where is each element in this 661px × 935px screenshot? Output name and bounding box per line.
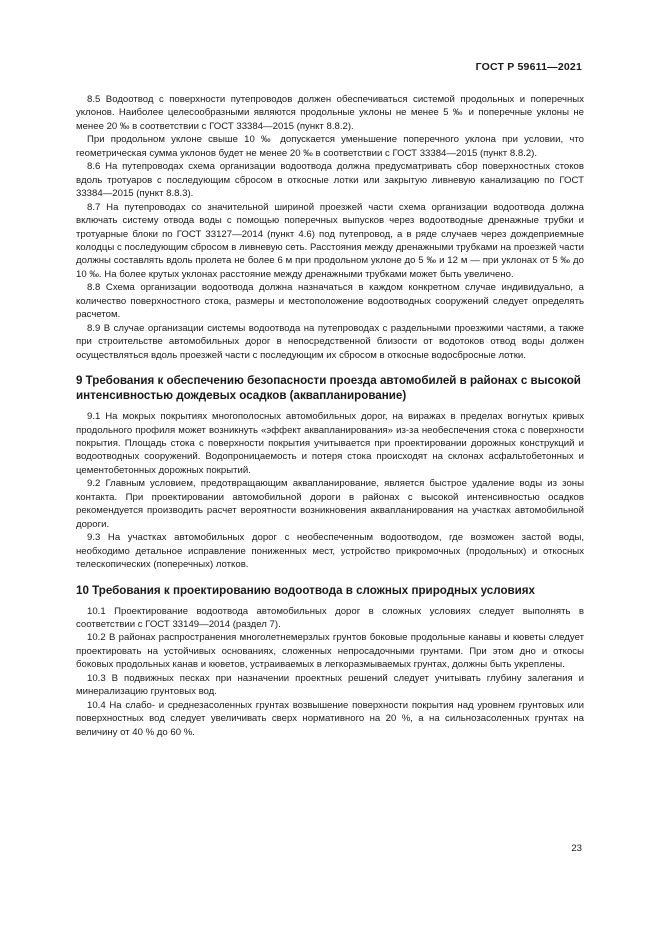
paragraph-8-5-cont: При продольном уклоне свыше 10 ‰ допускается уменьшение поперечного уклона при условии, что геометрическая сумма уклонов будет не менее 20 ‰ в соответствии с ГОСТ 33384—2015 (пункт 8.8.2). [76,134,584,159]
paragraph-8-8: 8.8 Схема организации водоотвода должна назначаться в каждом конкретном случае индивидуально, а количество поверхностного стока, размеры и местоположение водоотводных сооружений следует определять расчетом. [76,282,584,321]
paragraph-8-6: 8.6 На путепроводах схема организации водоотвода должна предусматривать сбор поверхностных стоков вдоль тротуаров с последующим сбросом в откосные лотки или закрытую ливневую канализацию по ГОСТ 33384—2015 (пункт 8.8.3). [76,161,584,200]
paragraph-8-5: 8.5 Водоотвод с поверхности путепроводов должен обеспечиваться системой продольных и поперечных уклонов. Наиболее целесообразными являются продольные уклоны не менее 5 ‰ и поперечные уклоны не менее 20 ‰ в соответствии с ГОСТ 33384—2015 (пункт 8.8.2). [76,94,584,132]
paragraph-9-3: 9.3 На участках автомобильных дорог с необеспеченным водоотводом, где возможен застой воды, необходимо детальное исправление пониженных мест, устройство прикромочных (продольных) и откосных телескопических (поперечных) лотков. [76,532,584,571]
paragraph-8-7: 8.7 На путепроводах со значительной шириной проезжей части схема организации водоотвода должна включать систему отвода воды с помощью поперечных выпусков через водоотводные дренажные трубки и тротуарные блоки по ГОСТ 33127—2014 (пункт 4.6) под путепровод, а в ряде случаев через дождеприемные колодцы с последующим сбросом в ливневую сеть. Расстояния между дренажными трубками на проезжей части должны составлять вдоль пролета не более 6 м при продольном уклоне до 5 ‰ и 12 м — при уклонах от 5 ‰ до 10 ‰. На более крутых уклонах расстояние между дренажными трубками может быть увеличено. [76,201,584,280]
page-number: 23 [571,843,582,854]
section-10-heading: 10 Требования к проектированию водоотвода в сложных природных условиях [76,583,535,597]
paragraph-8-9: 8.9 В случае организации системы водоотвода на путепроводах с раздельными проезжими частями, а также при строительстве автомобильных дорог в непосредственной близости от водотоков отвод воды должен осуществляться вдоль проезжей части с последующим их сбросом в откосные водосбросные лотки. [76,322,584,361]
paragraph-10-1: 10.1 Проектирование водоотвода автомобильных дорог в сложных условиях следует выполнять в соответствии с ГОСТ 33149—2014 (раздел 7). [76,605,584,630]
section-9-heading: 9 Требования к обеспечению безопасности проезда автомобилей в районах с высокой интенсивностью дождевых осадков (аквапланирование) [76,374,581,403]
paragraph-9-1: 9.1 На мокрых покрытиях многополосных автомобильных дорог, на виражах в пределах вогнутых кривых продольного профиля может возникнуть «эффект аквапланирования» из-за необеспечения стока с поверхности покрытия. Площадь стока с поверхности покрытия учитывается при проектировании дорожных конструкций и водоотводных сооружений. Водопроницаемость и потеря стока происходят на склонах асфальтобетонных и цементобетонных дорожных покрытий. [76,411,584,476]
paragraph-10-4: 10.4 На слабо- и среднезасоленных грунтах возвышение поверхности покрытия над уровнем грунтовых или поверхностных вод следует увеличивать сверх нормативного на 20 %, а на сильнозасоленных грунтах на величину от 40 % до 60 %. [76,699,584,738]
paragraph-10-2: 10.2 В районах распространения многолетнемерзлых грунтов боковые продольные канавы и кюветы следует проектировать на устойчивых основаниях, сложенных непросадочными грунтами. При этом дно и откосы боковых продольных канав и кюветов, устраиваемых в легкоразмываемых грунтах, должны быть укреплены. [76,632,584,671]
page-content [76,93,584,739]
paragraph-10-3: 10.3 В подвижных песках при назначении проектных решений следует учитывать глубину залегания и минерализацию грунтовых вод. [76,672,584,698]
paragraph-9-2: 9.2 Главным условием, предотвращающим аквапланирование, является быстрое удаление воды из зоны контакта. При проектировании автомобильной дороги в районах с высокой интенсивностью осадков рекомендуется производить расчет вероятности возникновения аквапланирования на участках автомобильной дороги. [76,478,584,530]
document-id: ГОСТ Р 59611—2021 [475,61,582,73]
